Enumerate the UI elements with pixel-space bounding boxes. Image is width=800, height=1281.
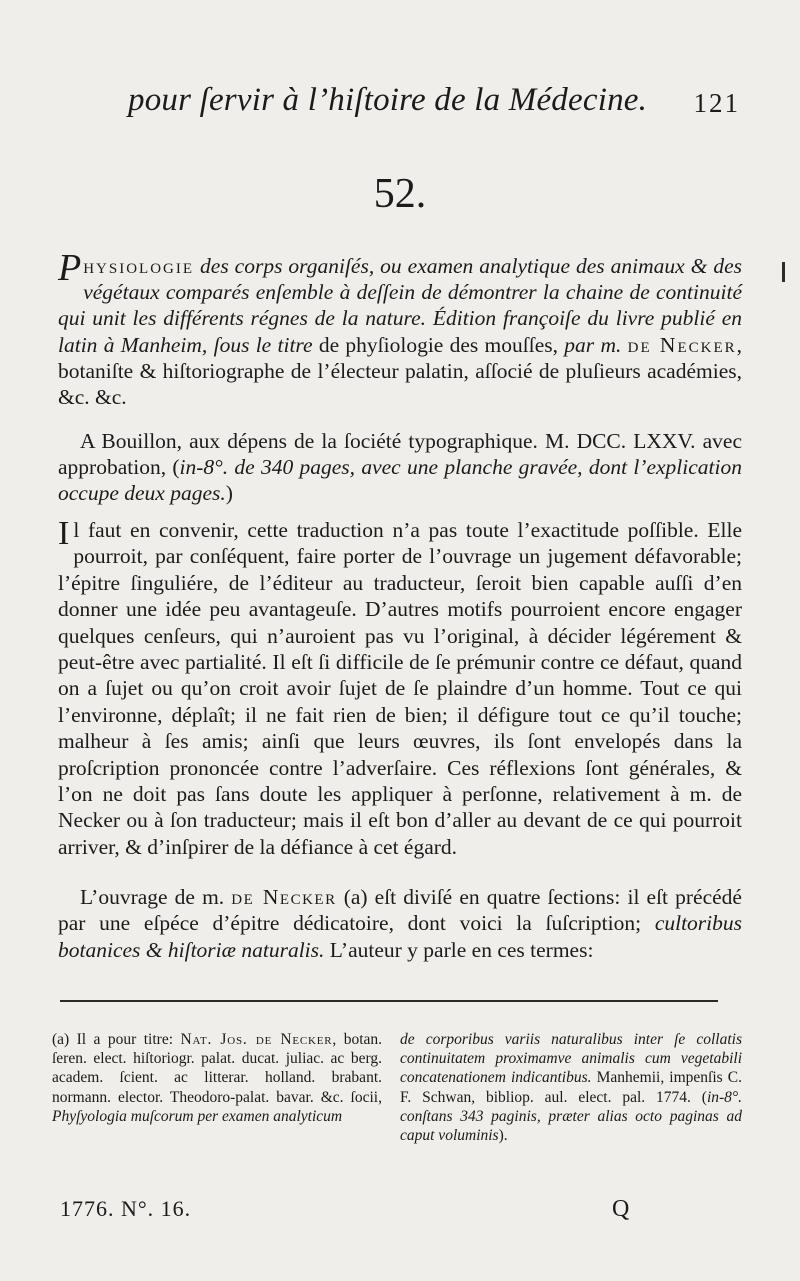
imprint-end: ) xyxy=(225,481,233,506)
body2-text2: (a) eſt diviſé en quatre ſections: il eſt précédé par une eſpéce d’épitre dédicatoire, dont voici la ſuſcription; xyxy=(58,885,742,936)
fn-left-text: , botan. ſeren. elect. hiſtoriogr. palat. ducat. juliac. ac berg. academ. ſcient. ac litterar. holland. brabant. normann. elector. Theodoro-palat. bavar. &c. ſocii, xyxy=(52,1031,383,1106)
title-paragraph xyxy=(58,247,743,410)
body1-text: l faut en convenir, cette traduction n’a pas toute l’exactitude poſſible. Elle pourroit, par conſéquent, faire porter de l’ouvrage un jugement défavorable; l’épitre ſinguliére, de l’éditeur au traducteur, ſeroit bien capable auſſi d’en donner une idée peu avantageuſe. D’autres motifs pourroient encore engager quelques cenſeurs, qui n’auroient pas vu l’original, à décider légérement & peut-être avec partialité. Il eſt ſi difficile de ſe prémunir contre ce défaut, quand on a ſujet ou qu’on croit avoir ſujet de ſe plaindre d’un homme. Tout ce qui l’environne, déplaît; il ne fait rien de bien; il défigure tout ce qu’il touche; malheur à ſes amis; ainſi que leurs œuvres, ils ſont envelopés dans la proſcription prononcée contre l’adverſaire. Ces réflexions ſont générales, & l’on ne doit pas ſans doute les appliquer à perſonne, relativement à m. de Necker ou à ſon traducteur; mais il eſt bon d’aller au devant de ce qui pourroit arriver, & d’inſpirer de la défiance à cet égard. xyxy=(58,518,742,859)
body-dropcap: I xyxy=(58,515,70,552)
signature-line: 1776. N°. 16. xyxy=(60,1196,192,1221)
page-number: 121 xyxy=(693,88,740,118)
title-text4: , botaniſte & hiſtoriographe de l’électeur palatin, aſſocié de pluſieurs académies, &c. &c. xyxy=(58,332,742,410)
running-title: pour ſervir à l’hiſtoire de la Médecine. xyxy=(128,82,648,118)
body2-text3: L’auteur y parle en ces termes: xyxy=(329,937,594,962)
title-text2: de phyſiologie des mouſſes, xyxy=(318,332,559,357)
title-author: de Necker xyxy=(627,332,737,357)
body2-text1: L’ouvrage de m. xyxy=(80,885,225,909)
body-paragraph-2 xyxy=(58,884,742,963)
footnotes xyxy=(52,1030,742,1180)
fn-left-ital: Phyſyologia muſcorum per examen analyticum xyxy=(52,1107,343,1125)
fn-right-text2: ). xyxy=(498,1127,508,1145)
footnote-left-column xyxy=(52,1030,382,1126)
fn-right-ital2: in-8°. conſtans 343 paginis, præter alias octo paginas ad caput voluminis xyxy=(400,1088,742,1145)
footnote-right-column xyxy=(400,1030,742,1145)
fn-left-author: Nat. Jos. de Necker xyxy=(180,1031,333,1048)
imprint-paragraph xyxy=(58,428,742,507)
signature-letter: Q xyxy=(612,1196,630,1222)
fn-right-ital1: de corporibus variis naturalibus inter ſe collatis continuitatem proximamve animalis cum vegetabili concatenationem indicantibus. xyxy=(400,1031,742,1087)
title-text: des corps organiſés, ou examen analytique des animaux & des végétaux comparés enſemble à deſſein de démontrer la chaine de continuité qui unit les différents régnes de la nature. Édition françoiſe du livre publié en latin à Manheim, ſous le titre xyxy=(58,254,743,357)
article-number: 52. xyxy=(373,171,427,217)
footnote-rule xyxy=(60,1000,718,1002)
body-paragraph-1 xyxy=(58,517,742,860)
imprint-text: A Bouillon, aux dépens de la ſociété typographique. M. DCC. LXXV. avec approbation, ( xyxy=(58,429,742,480)
margin-mark xyxy=(782,262,785,282)
title-dropcap: P xyxy=(58,247,82,289)
fn-left-intro: (a) Il a pour titre: xyxy=(52,1031,173,1048)
body2-ital: cultoribus botanices & hiſtoriæ naturalis. xyxy=(58,911,743,962)
title-text3: par m. xyxy=(564,332,622,357)
running-head xyxy=(120,82,740,132)
title-smallcaps: hysiologie xyxy=(83,254,195,278)
fn-right-text1: Manhemii, impenſis C. F. Schwan, bibliop. aul. elect. pal. 1774. ( xyxy=(400,1069,742,1106)
imprint-ital: in-8°. de 340 pages, avec une planche gravée, dont l’explication occupe deux pages. xyxy=(58,455,742,506)
body2-author: de Necker xyxy=(231,885,337,909)
